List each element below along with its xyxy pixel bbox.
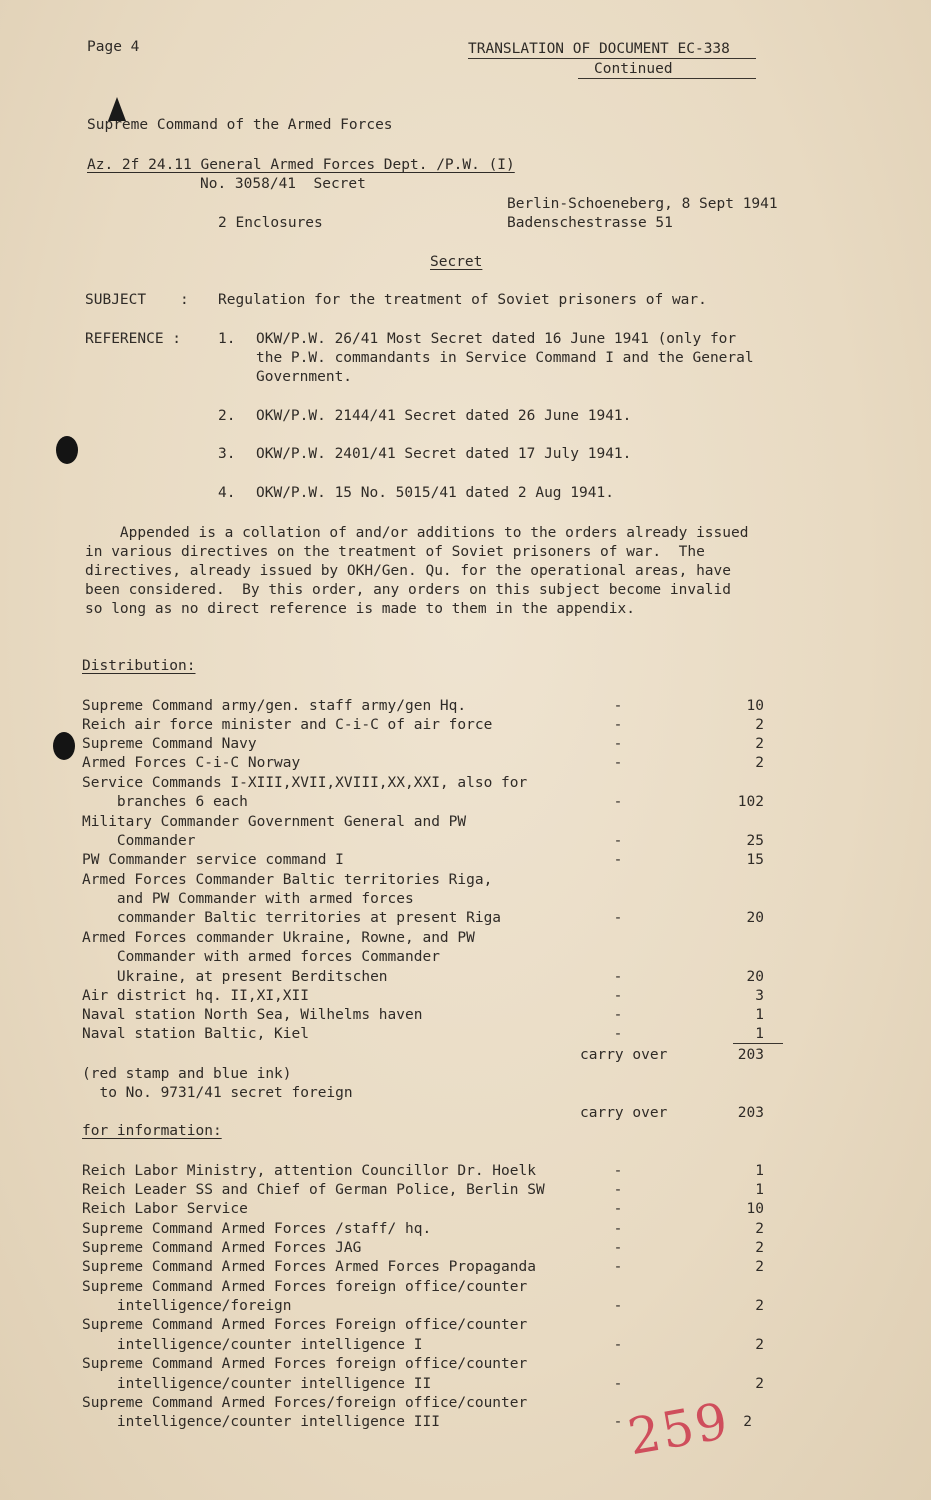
dash: - — [613, 969, 623, 985]
recipient-line: branches 6 each — [82, 794, 248, 810]
recipient-line: Supreme Command Armed Forces foreign office/counter — [82, 1356, 528, 1372]
subject-text: Regulation for the treatment of Soviet prisoners of war. — [218, 292, 707, 308]
dash: - — [613, 1163, 623, 1179]
organization: Supreme Command of the Armed Forces — [87, 117, 393, 133]
quantity: 10 — [746, 698, 764, 714]
document-title: TRANSLATION OF DOCUMENT EC-338 — [468, 41, 730, 57]
body-line: been considered. By this order, any orders on this subject become invalid — [85, 582, 732, 598]
recipient-line: Commander — [82, 833, 196, 849]
reference-line: OKW/P.W. 2401/41 Secret dated 17 July 1941. — [256, 446, 632, 462]
recipient-line: Reich Labor Service — [82, 1201, 248, 1217]
body-line: Appended is a collation of and/or additions to the orders already issued — [85, 525, 749, 541]
quantity: 1 — [755, 1007, 764, 1023]
dash: - — [613, 852, 623, 868]
carry-over-label: carry over — [580, 1105, 668, 1121]
dash: - — [613, 988, 623, 1004]
file-reference: Az. 2f 24.11 General Armed Forces Dept. /P.W. (I) — [87, 157, 515, 173]
quantity: 2 — [755, 1259, 764, 1275]
recipient-line: Naval station Baltic, Kiel — [82, 1026, 309, 1042]
title-underline — [468, 58, 756, 59]
classification: Secret — [430, 254, 483, 270]
total-rule — [733, 1043, 783, 1044]
dash: - — [613, 1298, 623, 1314]
recipient-line: Supreme Command Armed Forces JAG — [82, 1240, 362, 1256]
quantity: 2 — [743, 1414, 752, 1430]
for-information-heading: for information: — [82, 1123, 222, 1139]
punch-hole-icon — [53, 732, 75, 760]
document-number: No. 3058/41 Secret — [200, 176, 366, 192]
quantity: 1 — [755, 1163, 764, 1179]
recipient-line: Military Commander Government General and PW — [82, 814, 467, 830]
recipient-line: commander Baltic territories at present Riga — [82, 910, 502, 926]
quantity: 2 — [755, 736, 764, 752]
subtitle-underline — [578, 78, 756, 79]
quantity: 3 — [755, 988, 764, 1004]
recipient-line: Armed Forces C-i-C Norway — [82, 755, 301, 771]
carry-over-total: 203 — [737, 1047, 764, 1063]
body-line: in various directives on the treatment of Soviet prisoners of war. The — [85, 544, 705, 560]
quantity: 25 — [746, 833, 764, 849]
address: Badenschestrasse 51 — [507, 215, 673, 231]
recipient-line: Supreme Command Navy — [82, 736, 257, 752]
reference-number: 3. — [218, 446, 236, 462]
quantity: 2 — [755, 1240, 764, 1256]
recipient-line: and PW Commander with armed forces — [82, 891, 414, 907]
dash: - — [613, 698, 623, 714]
place-date: Berlin-Schoeneberg, 8 Sept 1941 — [507, 196, 778, 212]
reference-line: OKW/P.W. 2144/41 Secret dated 26 June 1941. — [256, 408, 632, 424]
reference-line: Government. — [256, 369, 353, 385]
reference-number: 4. — [218, 485, 236, 501]
page-label: Page 4 — [87, 39, 140, 55]
recipient-line: Reich Leader SS and Chief of German Police, Berlin SW — [82, 1182, 545, 1198]
dash: - — [613, 1182, 623, 1198]
subject-separator: : — [180, 292, 189, 308]
reference-line: OKW/P.W. 15 No. 5015/41 dated 2 Aug 1941. — [256, 485, 614, 501]
dash: - — [613, 794, 623, 810]
recipient-line: PW Commander service command I — [82, 852, 344, 868]
quantity: 2 — [755, 1376, 764, 1392]
recipient-line: Supreme Command Armed Forces foreign office/counter — [82, 1279, 528, 1295]
quantity: 10 — [746, 1201, 764, 1217]
dash: - — [613, 755, 623, 771]
reference-line: the P.W. commandants in Service Command I and the General — [256, 350, 754, 366]
quantity: 1 — [755, 1182, 764, 1198]
recipient-line: Supreme Command Armed Forces /staff/ hq. — [82, 1221, 432, 1237]
stamp-note: to No. 9731/41 secret foreign — [82, 1085, 353, 1101]
body-line: so long as no direct reference is made to them in the appendix. — [85, 601, 635, 617]
quantity: 102 — [737, 794, 764, 810]
body-line: directives, already issued by OKH/Gen. Qu. for the operational areas, have — [85, 563, 732, 579]
recipient-line: Reich Labor Ministry, attention Councillor Dr. Hoelk — [82, 1163, 536, 1179]
dash: - — [613, 1376, 623, 1392]
dash: - — [613, 717, 623, 733]
document-subtitle: Continued — [594, 61, 673, 77]
dash: - — [613, 1007, 623, 1023]
recipient-line: Supreme Command Armed Forces/foreign office/counter — [82, 1395, 528, 1411]
recipient-line: Armed Forces commander Ukraine, Rowne, and PW — [82, 930, 475, 946]
recipient-line: Reich air force minister and C-i-C of air force — [82, 717, 493, 733]
carry-over-total: 203 — [737, 1105, 764, 1121]
dash: - — [613, 1337, 623, 1353]
recipient-line: Armed Forces Commander Baltic territories Riga, — [82, 872, 493, 888]
quantity: 2 — [755, 1298, 764, 1314]
dash: - — [613, 736, 623, 752]
recipient-line: Supreme Command Armed Forces Foreign office/counter — [82, 1317, 528, 1333]
dash: - — [613, 1240, 623, 1256]
handwritten-page-number: 259 — [623, 1391, 734, 1467]
quantity: 2 — [755, 755, 764, 771]
carry-over-label: carry over — [580, 1047, 668, 1063]
recipient-line: Supreme Command army/gen. staff army/gen Hq. — [82, 698, 467, 714]
recipient-line: Naval station North Sea, Wilhelms haven — [82, 1007, 423, 1023]
reference-number: 2. — [218, 408, 236, 424]
dash: - — [613, 833, 623, 849]
recipient-line: Ukraine, at present Berditschen — [82, 969, 388, 985]
recipient-line: Service Commands I-XIII,XVII,XVIII,XX,XXI, also for — [82, 775, 528, 791]
quantity: 2 — [755, 1221, 764, 1237]
quantity: 2 — [755, 717, 764, 733]
reference-line: OKW/P.W. 26/41 Most Secret dated 16 June 1941 (only for — [256, 331, 737, 347]
reference-label: REFERENCE : — [85, 331, 182, 347]
quantity: 20 — [746, 969, 764, 985]
quantity: 20 — [746, 910, 764, 926]
stamp-note: (red stamp and blue ink) — [82, 1066, 292, 1082]
reference-number: 1. — [218, 331, 236, 347]
recipient-line: intelligence/counter intelligence I — [82, 1337, 423, 1353]
distribution-heading: Distribution: — [82, 658, 196, 674]
recipient-line: intelligence/foreign — [82, 1298, 292, 1314]
enclosures: 2 Enclosures — [218, 215, 323, 231]
quantity: 2 — [755, 1337, 764, 1353]
dash: - — [613, 1259, 623, 1275]
dash: - — [613, 1026, 623, 1042]
dash: - — [613, 1414, 623, 1430]
subject-label: SUBJECT — [85, 292, 147, 308]
recipient-line: Commander with armed forces Commander — [82, 949, 440, 965]
dash: - — [613, 1201, 623, 1217]
recipient-line: intelligence/counter intelligence III — [82, 1414, 440, 1430]
dash: - — [613, 910, 623, 926]
quantity: 15 — [746, 852, 764, 868]
punch-hole-icon — [56, 436, 78, 464]
dash: - — [613, 1221, 623, 1237]
recipient-line: Supreme Command Armed Forces Armed Forces Propaganda — [82, 1259, 536, 1275]
recipient-line: Air district hq. II,XI,XII — [82, 988, 309, 1004]
recipient-line: intelligence/counter intelligence II — [82, 1376, 432, 1392]
quantity: 1 — [755, 1026, 764, 1042]
